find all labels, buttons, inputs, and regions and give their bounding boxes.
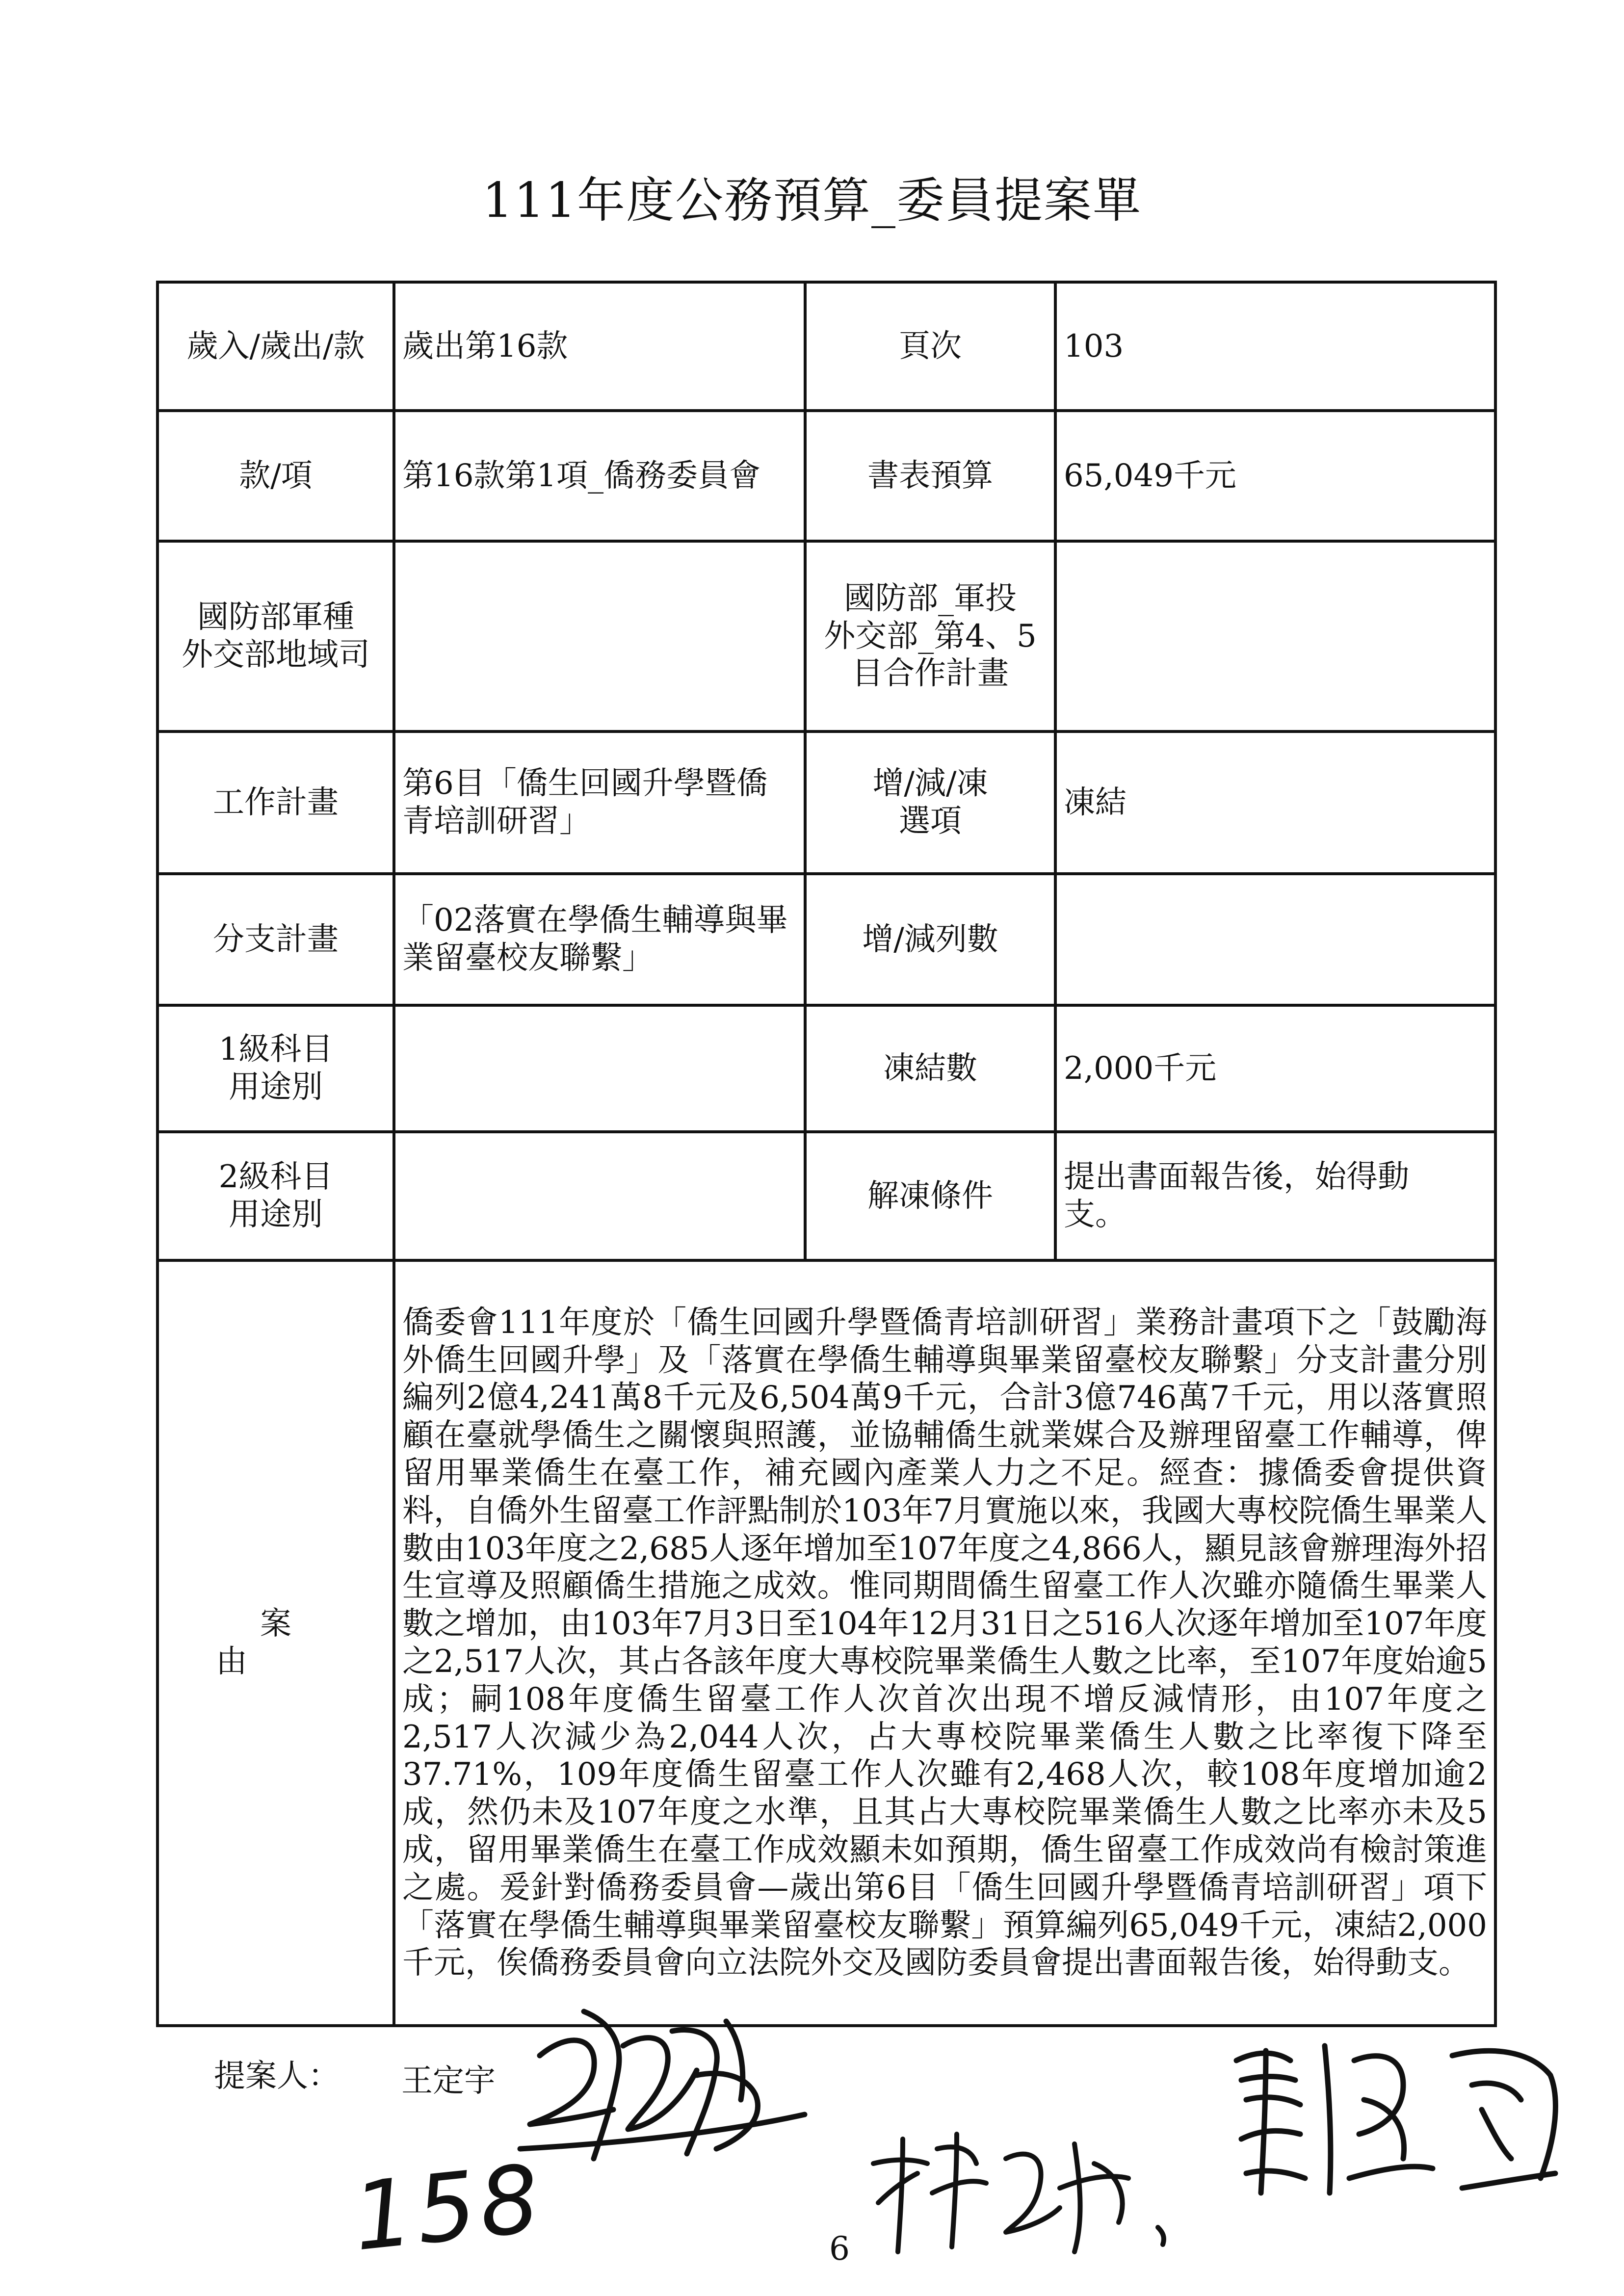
- label-option: 增/減/凍 選項: [805, 731, 1055, 874]
- handwritten-number: 158: [348, 2144, 549, 2272]
- label-section: 款/項: [157, 411, 394, 541]
- value-option: 凍結: [1055, 731, 1495, 874]
- value-branch-plan: 「02落實在學僑生輔導與畢 業留臺校友聯繫」: [394, 874, 805, 1005]
- row-branch-plan: [157, 874, 1495, 1005]
- signature-2: [864, 2119, 1207, 2267]
- row-defense: [157, 541, 1495, 731]
- value-freeze-amount: 2,000千元: [1055, 1005, 1495, 1132]
- value-book-budget: 65,049千元: [1055, 411, 1495, 541]
- label-level2-subject: 2級科目 用途別: [157, 1132, 394, 1260]
- proposer-name: 王定宇: [401, 2063, 496, 2099]
- label-reason: 案由: [157, 1260, 394, 2026]
- form-title: 111年度公務預算_委員提案單: [482, 173, 1142, 229]
- row-level1: [157, 1005, 1495, 1132]
- row-work-plan: [157, 731, 1495, 874]
- value-page: 103: [1055, 282, 1495, 411]
- proposer-label: 提案人：: [214, 2058, 340, 2094]
- value-level1-subject: [394, 1005, 805, 1132]
- value-adjust-amount: [1055, 874, 1495, 1005]
- value-section: 第16款第1項_僑務委員會: [394, 411, 805, 541]
- value-work-plan: 第6目「僑生回國升學暨僑 青培訓研習」: [394, 731, 805, 874]
- signature-1: [510, 2002, 814, 2178]
- label-level1-subject: 1級科目 用途別: [157, 1005, 394, 1132]
- signature-3: [1217, 2031, 1570, 2218]
- value-unfreeze-condition: 提出書面報告後，始得動 支。: [1055, 1132, 1495, 1260]
- label-budget-type: 歲入/歲出/款: [157, 282, 394, 411]
- label-adjust-amount: 增/減列數: [805, 874, 1055, 1005]
- label-work-plan: 工作計畫: [157, 731, 394, 874]
- proposal-table: [156, 281, 1497, 2027]
- row-level2: [157, 1132, 1495, 1260]
- value-level2-subject: [394, 1132, 805, 1260]
- page-number: 6: [829, 2230, 850, 2268]
- label-unfreeze-condition: 解凍條件: [805, 1132, 1055, 1260]
- value-defense-investment: [1055, 541, 1495, 731]
- row-reason: [157, 1260, 1495, 2026]
- value-defense-branch: [394, 541, 805, 731]
- label-defense-branch: 國防部軍種 外交部地域司: [157, 541, 394, 731]
- label-branch-plan: 分支計畫: [157, 874, 394, 1005]
- value-budget-type: 歲出第16款: [394, 282, 805, 411]
- row-budget-type: [157, 282, 1495, 411]
- row-section: [157, 411, 1495, 541]
- reason-text: 僑委會111年度於「僑生回國升學暨僑青培訓研習」業務計畫項下之「鼓勵海外僑生回國升學」及「落實在學僑生輔導與畢業留臺校友聯繫」分支計畫分別編列2億4,241萬8千元及6,504萬9千元，合計3億746萬7千元，用以落實照顧在臺就學僑生之關懷與照護，並協輔僑生就業媒合及辦理留臺工作輔導，俾留用畢業僑生在臺工作，補充國內產業人力之不足。經查：據僑委會提供資料，自僑外生留臺工作評點制於103年7月實施以來，我國大專校院僑生畢業人數由103年度之2,685人逐年增加至107年度之4,866人，顯見該會辦理海外招生宣導及照顧僑生措施之成效。惟同期間僑生留臺工作人次雖亦隨僑生畢業人數之增加，由103年7月3日至104年12月31日之516人次逐年增加至107年度之2,517人次，其占各該年度大專校院畢業僑生人數之比率，至107年度始逾5成；嗣108年度僑生留臺工作人次首次出現不增反減情形，由107年度之2,517人次減少為2,044人次，占大專校院畢業僑生人數之比率復下降至37.71%，109年度僑生留臺工作人次雖有2,468人次，較108年度增加逾2成，然仍未及107年度之水準，且其占大專校院畢業僑生人數之比率亦未及5成，留用畢業僑生在臺工作成效顯未如預期，僑生留臺工作成效尚有檢討策進之處。爰針對僑務委員會—歲出第6目「僑生回國升學暨僑青培訓研習」項下「落實在學僑生輔導與畢業留臺校友聯繫」預算編列65,049千元，凍結2,000千元，俟僑務委員會向立法院外交及國防委員會提出書面報告後，始得動支。: [394, 1260, 1495, 2026]
- label-defense-investment: 國防部_軍投 外交部_第4、5 目合作計畫: [805, 541, 1055, 731]
- label-freeze-amount: 凍結數: [805, 1005, 1055, 1132]
- label-page: 頁次: [805, 282, 1055, 411]
- label-book-budget: 書表預算: [805, 411, 1055, 541]
